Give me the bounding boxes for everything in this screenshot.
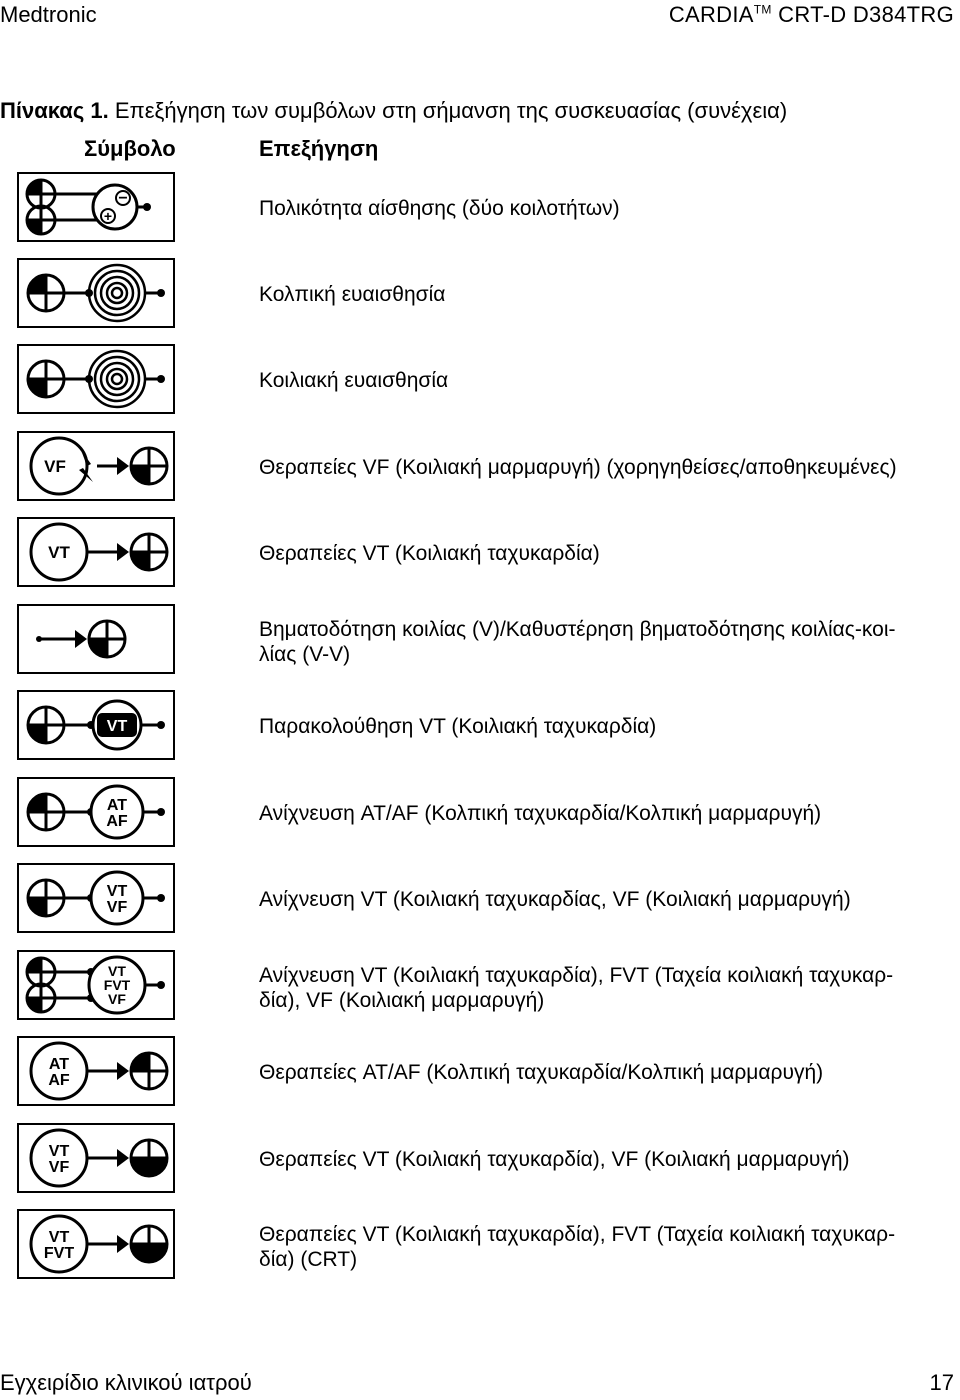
row-explanation	[259, 196, 949, 221]
svg-text:VT: VT	[48, 543, 70, 563]
svg-text:VT: VT	[48, 1228, 70, 1246]
svg-text:VF: VF	[106, 898, 128, 916]
svg-text:AT: AT	[48, 1055, 70, 1073]
vt-fvt-vf-detection-icon	[17, 950, 175, 1020]
row-explanation	[259, 963, 949, 1013]
explanation-line: Παρακολούθηση VT (Κοιλιακή ταχυκαρδία)	[259, 715, 657, 738]
row-explanation	[259, 1147, 949, 1172]
explanation-line: Πολικότητα αίσθησης (δύο κοιλοτήτων)	[259, 197, 620, 220]
table-caption: Πίνακας 1. Επεξήγηση των συμβόλων στη σήμανση της συσκευασίας (συνέχεια)	[0, 98, 788, 123]
header-brand: Medtronic	[0, 2, 97, 27]
explanation-line: Κολπική ευαισθησία	[259, 283, 446, 306]
svg-text:VT: VT	[106, 882, 128, 900]
vt-monitoring-icon	[17, 690, 175, 760]
row-explanation	[259, 617, 949, 667]
explanation-line: Βηματοδότηση κοιλίας (V)/Καθυστέρηση βηματοδότησης κοιλίας-κοι-	[259, 618, 896, 641]
at-af-therapies-icon	[17, 1036, 175, 1106]
row-explanation	[259, 1060, 949, 1085]
explanation-line: Θεραπείες VT (Κοιλιακή ταχυκαρδία), VF (Κοιλιακή μαρμαρυγή)	[259, 1148, 850, 1171]
svg-text:FVT: FVT	[43, 1244, 75, 1262]
explanation-line: Ανίχνευση VT (Κοιλιακή ταχυκαρδία), FVT (Ταχεία κοιλιακή ταχυκαρ-	[259, 964, 894, 987]
ventricular-sensitivity-icon	[17, 344, 175, 414]
explanation-line: Θεραπείες VT (Κοιλιακή ταχυκαρδία)	[259, 542, 600, 565]
svg-text:+: +	[103, 208, 113, 224]
svg-text:VT: VT	[106, 717, 128, 735]
svg-text:FVT: FVT	[103, 977, 131, 994]
row-explanation	[259, 541, 949, 566]
ventricular-pacing-icon	[17, 604, 175, 674]
row-explanation	[259, 1222, 949, 1272]
at-af-detection-icon	[17, 777, 175, 847]
vt-vf-detection-icon	[17, 863, 175, 933]
svg-text:AT: AT	[106, 796, 128, 814]
row-explanation	[259, 368, 949, 393]
explanation-line: Κοιλιακή ευαισθησία	[259, 369, 449, 392]
svg-text:−: −	[118, 190, 128, 207]
svg-text:VT: VT	[108, 963, 126, 980]
row-explanation	[259, 801, 949, 826]
explanation-line: δία), VF (Κοιλιακή μαρμαρυγή)	[259, 989, 545, 1012]
svg-text:VT: VT	[48, 1142, 70, 1160]
column-header-explanation: Επεξήγηση	[259, 136, 379, 161]
svg-text:VF: VF	[44, 457, 66, 477]
explanation-line: λίας (V-V)	[259, 643, 351, 666]
row-explanation	[259, 714, 949, 739]
row-explanation	[259, 282, 949, 307]
explanation-line: Θεραπείες VT (Κοιλιακή ταχυκαρδία), FVT (Ταχεία κοιλιακή ταχυκαρ-	[259, 1223, 896, 1246]
explanation-line: Θεραπείες AT/AF (Κολπική ταχυκαρδία/Κολπική μαρμαρυγή)	[259, 1061, 824, 1084]
footer-title: Εγχειρίδιο κλινικού ιατρού	[0, 1370, 252, 1395]
explanation-line: Ανίχνευση AT/AF (Κολπική ταχυκαρδία/Κολπική μαρμαρυγή)	[259, 802, 822, 825]
vt-therapies-icon	[17, 517, 175, 587]
page-number: 17	[929, 1370, 954, 1395]
explanation-line: Θεραπείες VF (Κοιλιακή μαρμαρυγή) (χορηγηθείσες/αποθηκευμένες)	[259, 456, 897, 479]
atrial-sensitivity-icon	[17, 258, 175, 328]
svg-text:VF: VF	[108, 991, 126, 1008]
svg-text:AF: AF	[106, 812, 128, 830]
svg-text:VF: VF	[48, 1158, 70, 1176]
vf-therapies-icon	[17, 431, 175, 501]
vt-fvt-crt-therapies-icon	[17, 1209, 175, 1279]
column-header-symbol: Σύμβολο	[84, 136, 176, 161]
explanation-line: δία) (CRT)	[259, 1248, 358, 1271]
row-explanation	[259, 887, 949, 912]
header-product: CARDIA™ CRT-D D384TRG	[668, 2, 954, 27]
explanation-line: Ανίχνευση VT (Κοιλιακή ταχυκαρδίας, VF (Κοιλιακή μαρμαρυγή)	[259, 888, 851, 911]
sensing-polarity-icon	[17, 172, 175, 242]
vt-vf-therapies-icon	[17, 1123, 175, 1193]
row-explanation	[259, 455, 949, 480]
svg-text:AF: AF	[48, 1071, 70, 1089]
